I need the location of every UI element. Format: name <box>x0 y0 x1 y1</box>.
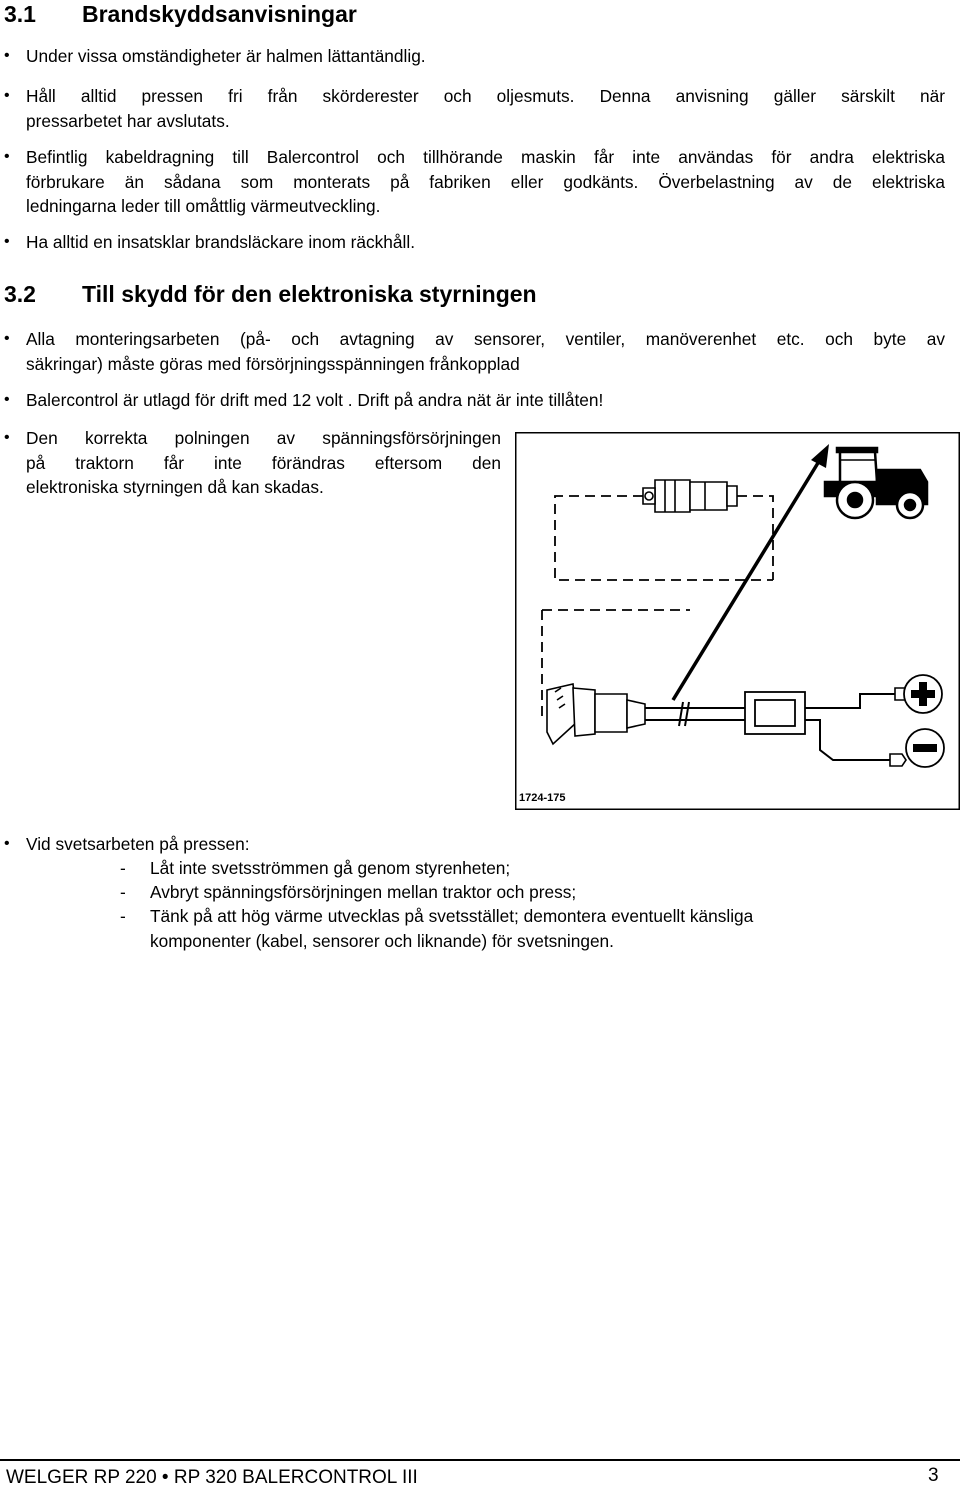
footer-text: WELGER RP 220 • RP 320 BALERCONTROL III <box>6 1467 418 1488</box>
bullet: • <box>4 391 10 408</box>
bullet: • <box>4 233 10 250</box>
wiring-diagram <box>515 432 960 810</box>
socket-connector-icon <box>643 480 737 512</box>
tractor-icon <box>825 448 927 518</box>
bullet: • <box>4 47 10 64</box>
minus-icon <box>906 729 944 767</box>
cable <box>645 702 745 726</box>
fuse-holder-icon <box>745 692 805 734</box>
section-number: 3.2 <box>4 281 36 307</box>
plug-connector-icon <box>547 684 645 744</box>
page-number: 3 <box>928 1465 939 1486</box>
figure-code: 1724-175 <box>519 792 566 804</box>
footer-rule <box>0 1459 960 1461</box>
plus-icon <box>904 675 942 713</box>
bullet: • <box>4 835 10 852</box>
bullet: • <box>4 148 10 165</box>
section-title: Till skydd för den elektroniska styrningen <box>82 281 537 307</box>
section-title: Brandskyddsanvisningar <box>82 1 357 27</box>
bullet: • <box>4 87 10 104</box>
section-number: 3.1 <box>4 1 36 27</box>
bullet: • <box>4 429 10 446</box>
bullet: • <box>4 330 10 347</box>
battery-wires <box>805 694 905 760</box>
